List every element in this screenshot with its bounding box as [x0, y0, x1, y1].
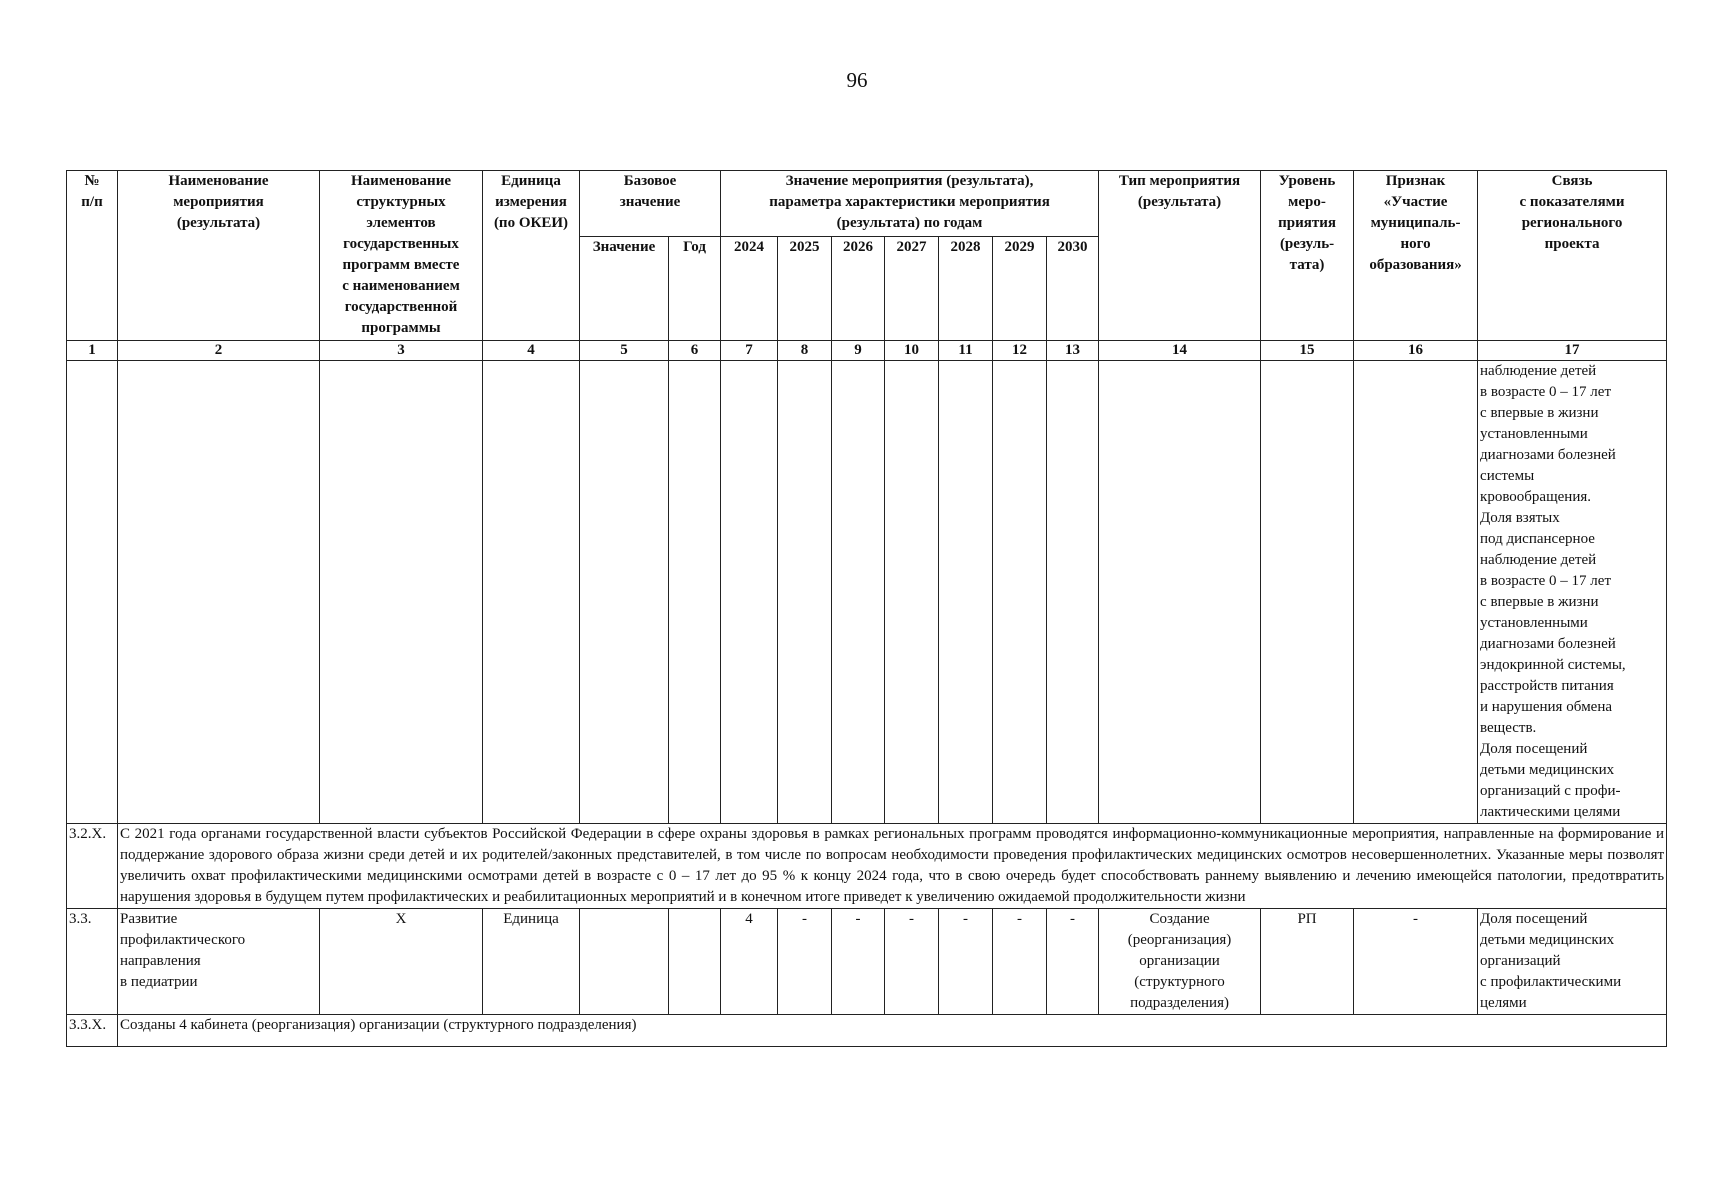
column-number: 15 [1261, 341, 1354, 361]
year-value: - [885, 909, 939, 1015]
continued-link-text: наблюдение детей в возрасте 0 – 17 лет с впервые в жизни установленными диагнозами болезней системы кровообращения. Доля взятых под диспансерное наблюдение детей в возрасте 0 – 17 лет с впервые в жизни установленными диагнозами болезней эндокринной системы, расстройств питания и нарушения обмена веществ. Доля посещений детьми медицинских организаций с профи- лактическими целями [1478, 361, 1667, 824]
column-number: 9 [832, 341, 885, 361]
row-number: 3.3.X. [67, 1015, 118, 1047]
header-row-number: № п/п [67, 171, 118, 341]
column-number: 14 [1099, 341, 1261, 361]
row-description: Созданы 4 кабинета (реорганизация) организации (структурного подразделения) [118, 1015, 1667, 1047]
unit: Единица [483, 909, 580, 1015]
column-number: 4 [483, 341, 580, 361]
base-value [580, 909, 669, 1015]
column-number: 6 [669, 341, 721, 361]
header-structural-elements: Наименование структурных элементов государственных программ вместе с наименованием государственной программы [320, 171, 483, 341]
column-number: 12 [993, 341, 1047, 361]
row-number: 3.2.X. [67, 824, 118, 909]
year-value: 4 [721, 909, 778, 1015]
regional-project-table [66, 170, 1667, 1047]
municipal-participation: - [1354, 909, 1478, 1015]
column-number: 7 [721, 341, 778, 361]
header-municipal-participation: Признак «Участие муниципаль- ного образования» [1354, 171, 1478, 341]
header-event-name: Наименование мероприятия (результата) [118, 171, 320, 341]
column-number: 2 [118, 341, 320, 361]
header-base-value: Базовое значение [580, 171, 721, 237]
base-year [669, 909, 721, 1015]
header-year: 2027 [885, 237, 939, 341]
event-type: Создание (реорганизация) организации (структурного подразделения) [1099, 909, 1261, 1015]
page-number: 96 [846, 68, 868, 92]
header-year: 2025 [778, 237, 832, 341]
year-value: - [1047, 909, 1099, 1015]
header-year: 2026 [832, 237, 885, 341]
column-number: 13 [1047, 341, 1099, 361]
header-unit: Единица измерения (по ОКЕИ) [483, 171, 580, 341]
column-number: 5 [580, 341, 669, 361]
event-name: Развитие профилактического направления в педиатрии [118, 909, 320, 1015]
header-event-level: Уровень меро- приятия (резуль- тата) [1261, 171, 1354, 341]
header-values-by-year: Значение мероприятия (результата), параметра характеристики мероприятия (результата) по годам [721, 171, 1099, 237]
column-number: 11 [939, 341, 993, 361]
year-value: - [939, 909, 993, 1015]
header-base-value-value: Значение [580, 237, 669, 341]
column-number: 10 [885, 341, 939, 361]
link-to-indicators: Доля посещений детьми медицинских организаций с профилактическими целями [1478, 909, 1667, 1015]
header-year: 2029 [993, 237, 1047, 341]
column-number: 16 [1354, 341, 1478, 361]
structural-element: X [320, 909, 483, 1015]
event-level: РП [1261, 909, 1354, 1015]
year-value: - [778, 909, 832, 1015]
row-description: С 2021 года органами государственной власти субъектов Российской Федерации в сфере охраны здоровья в рамках региональных программ проводятся информационно-коммуникационные мероприятия, направленные на формирование и поддержание здорового образа жизни среди детей и их родителей/законных представителей, в том числе по вопросам необходимости проведения профилактических медицинских осмотров несовершеннолетних. Указанные меры позволят увеличить охват профилактическими медицинскими осмотрами детей в возрасте с 0 – 17 лет до 95 % к концу 2024 года, что в свою очередь будет способствовать раннему выявлению и лечению имеющейся патологии, предотвратить нарушения здоровья в будущем путем профилактических и реабилитационных мероприятий и в конечном итоге приведет к увеличению ожидаемой продолжительности жизни [118, 824, 1667, 909]
header-year: 2028 [939, 237, 993, 341]
column-number: 3 [320, 341, 483, 361]
header-event-type: Тип мероприятия (результата) [1099, 171, 1261, 341]
header-year: 2030 [1047, 237, 1099, 341]
header-base-value-year: Год [669, 237, 721, 341]
row-number: 3.3. [67, 909, 118, 1015]
header-link-to-indicators: Связь с показателями регионального проекта [1478, 171, 1667, 341]
header-year: 2024 [721, 237, 778, 341]
column-number: 17 [1478, 341, 1667, 361]
column-number: 8 [778, 341, 832, 361]
column-number: 1 [67, 341, 118, 361]
year-value: - [832, 909, 885, 1015]
year-value: - [993, 909, 1047, 1015]
